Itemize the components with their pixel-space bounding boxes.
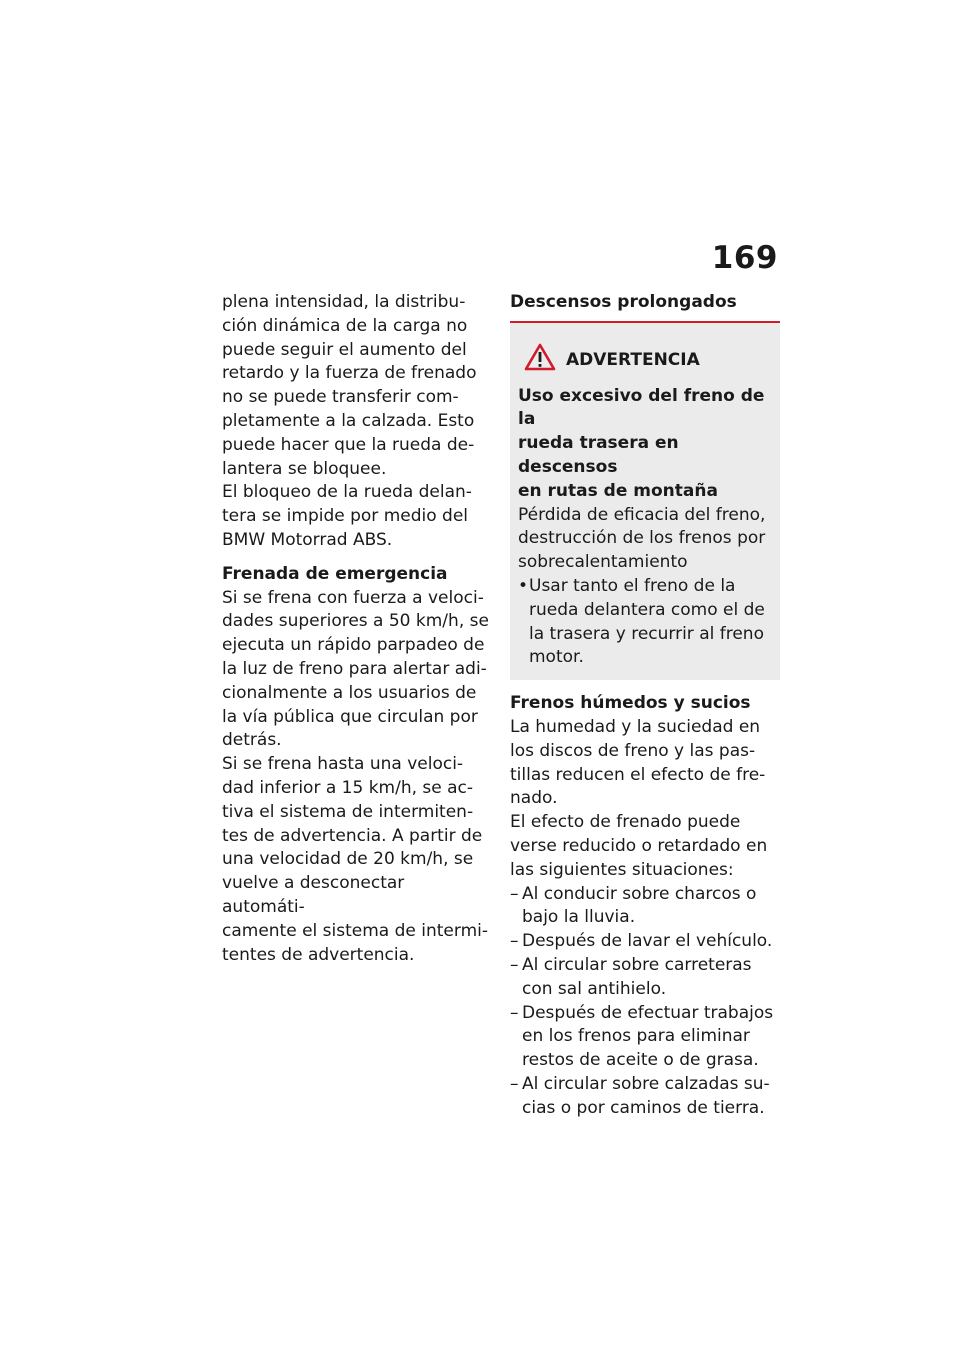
dash-marker: – [510, 1002, 519, 1023]
text-line: Al conducir sobre charcos o [522, 883, 757, 904]
intro-paragraph [222, 291, 492, 481]
list-item [510, 1073, 780, 1121]
wet-paragraph-1 [510, 716, 780, 811]
text-line: una velocidad de 20 km/h, se [222, 849, 474, 870]
text-line: cias o por caminos de tierra. [522, 1097, 765, 1118]
page-number: 169 [711, 240, 778, 276]
text-line: la luz de freno para alertar adi- [222, 658, 487, 679]
text-line: ción dinámica de la carga no [222, 315, 468, 336]
text-line: Si se frena hasta una veloci- [222, 754, 464, 775]
text-line: Pérdida de eficacia del freno, [518, 504, 766, 525]
text-line: tillas reducen el efecto de fre- [510, 764, 766, 785]
text-line: tera se impide por medio del [222, 506, 469, 527]
text-line: puede seguir el aumento del [222, 339, 467, 360]
text-line: El bloqueo de la rueda delan- [222, 482, 472, 503]
text-line: vuelve a desconectar automáti- [222, 873, 405, 917]
text-line: dad inferior a 15 km/h, se ac- [222, 777, 474, 798]
left-column [222, 291, 492, 967]
text-line: verse reducido o retardado en [510, 835, 768, 856]
warning-subheading [518, 385, 770, 504]
right-column [510, 291, 780, 1121]
warning-consequence [518, 504, 770, 575]
text-line: camente el sistema de intermi- [222, 920, 488, 941]
list-item [510, 1002, 780, 1073]
text-line: rueda delantera como el de [529, 599, 765, 620]
list-item [510, 930, 780, 954]
text-line: Al circular sobre carreteras [522, 954, 752, 975]
text-line: motor. [529, 647, 584, 668]
dash-marker: – [510, 883, 519, 904]
text-line: no se puede transferir com- [222, 387, 459, 408]
text-line: pletamente a la calzada. Esto [222, 410, 475, 431]
warning-bullet-item [518, 575, 770, 670]
text-line: tes de advertencia. A partir de [222, 825, 483, 846]
text-line: tentes de advertencia. [222, 944, 415, 965]
text-line: restos de aceite o de grasa. [522, 1050, 759, 1071]
text-line: BMW Motorrad ABS. [222, 529, 393, 550]
text-line: con sal antihielo. [522, 978, 667, 999]
text-line: las siguientes situaciones: [510, 859, 734, 880]
wet-brakes-heading: Frenos húmedos y sucios [510, 693, 751, 714]
list-item-text [522, 954, 780, 1002]
text-line: rueda trasera en descensos [518, 433, 679, 477]
text-line: Usar tanto el freno de la [529, 575, 736, 596]
warning-triangle-icon [524, 343, 556, 379]
dash-marker: – [510, 931, 519, 952]
section-title: Descensos prolongados [510, 291, 780, 323]
text-line: destrucción de los frenos por [518, 528, 766, 549]
wet-paragraph-2 [510, 811, 780, 882]
text-line: retardo y la fuerza de frenado [222, 363, 477, 384]
text-line: Después de lavar el vehículo. [522, 931, 773, 952]
list-item [510, 954, 780, 1002]
text-line: la vía pública que circulan por [222, 706, 478, 727]
list-item [510, 883, 780, 931]
text-line: la trasera y recurrir al freno [529, 623, 764, 644]
warning-box [510, 323, 780, 680]
situations-list [510, 883, 780, 1121]
emergency-paragraph-1 [222, 587, 492, 754]
text-line: en los frenos para eliminar [522, 1026, 750, 1047]
text-line: dades superiores a 50 km/h, se [222, 611, 489, 632]
emergency-braking-heading: Frenada de emergencia [222, 563, 448, 584]
text-line: tiva el sistema de intermiten- [222, 801, 474, 822]
text-line: detrás. [222, 730, 282, 751]
text-line: nado. [510, 788, 558, 809]
text-line: los discos de freno y las pas- [510, 740, 756, 761]
text-line: bajo la lluvia. [522, 907, 636, 928]
warning-header [524, 343, 770, 379]
list-item-text [522, 1073, 780, 1121]
abs-paragraph [222, 481, 492, 552]
text-line: sobrecalentamiento [518, 552, 688, 573]
dash-marker: – [510, 954, 519, 975]
text-line: puede hacer que la rueda de- [222, 434, 475, 455]
list-item-text [522, 883, 780, 931]
dash-marker: – [510, 1073, 519, 1094]
text-line: Uso excesivo del freno de la [518, 385, 765, 430]
list-item-text [522, 1002, 780, 1073]
text-line: Después de efectuar trabajos [522, 1002, 774, 1023]
text-line: El efecto de frenado puede [510, 812, 741, 833]
list-item-text [522, 930, 780, 954]
text-line: Si se frena con fuerza a veloci- [222, 587, 484, 608]
text-line: en rutas de montaña [518, 480, 718, 501]
text-line: cionalmente a los usuarios de [222, 682, 477, 703]
text-line: Al circular sobre calzadas su- [522, 1073, 770, 1094]
bullet-text [529, 575, 770, 670]
text-line: La humedad y la suciedad en [510, 716, 761, 737]
emergency-paragraph-2 [222, 753, 492, 967]
bullet-marker: • [518, 575, 529, 596]
text-line: plena intensidad, la distribu- [222, 292, 466, 312]
text-line: ejecuta un rápido parpadeo de [222, 635, 485, 656]
warning-label: ADVERTENCIA [566, 349, 700, 370]
text-line: lantera se bloquee. [222, 458, 387, 479]
